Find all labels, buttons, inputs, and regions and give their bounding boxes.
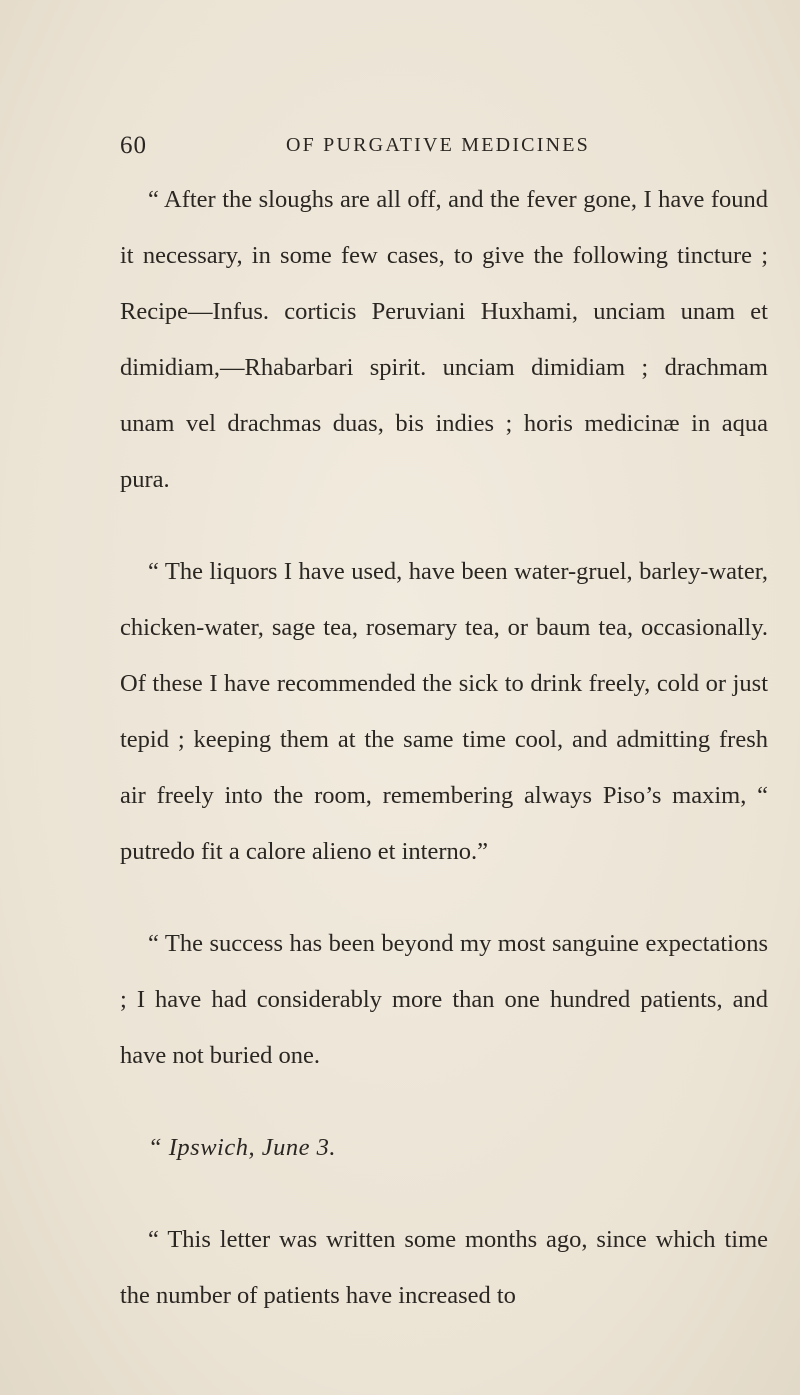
paragraph-tincture: “ After the sloughs are all off, and the fever gone, I have found it necessary, in some few cases, to give the following tincture ; Recipe—Infus. corticis Peruviani Huxhami, unciam unam et dimidiam,—Rhabarbari spirit. unciam dimidiam ; drachmam unam vel drachmas duas, bis indies ; horis medicinæ in aqua pura. [120, 186, 768, 493]
paragraph-liquors: “ The liquors I have used, have been water-gruel, barley-water, chicken-water, sage tea, rosemary tea, or baum tea, occasionally. Of these I have recommended the sick to drink freely, cold or just tepid ; keeping them at the same time cool, and admitting fresh air freely into the room, remembering always Piso’s maxim, “ putredo fit a calore alieno et interno.” [120, 558, 768, 865]
paragraph-place-date: “ Ipswich, June 3. [148, 1134, 336, 1161]
page-number: 60 [120, 132, 147, 159]
running-head [120, 132, 740, 162]
running-title: OF PURGATIVE MEDICINES [286, 134, 590, 156]
body-text [120, 172, 768, 1324]
paragraph-letter-note: “ This letter was written some months ago, since which time the number of patients have increased to [120, 1226, 768, 1309]
paragraph-success: “ The success has been beyond my most sanguine expectations ; I have had considerably more than one hundred patients, and have not buried one. [120, 930, 768, 1069]
